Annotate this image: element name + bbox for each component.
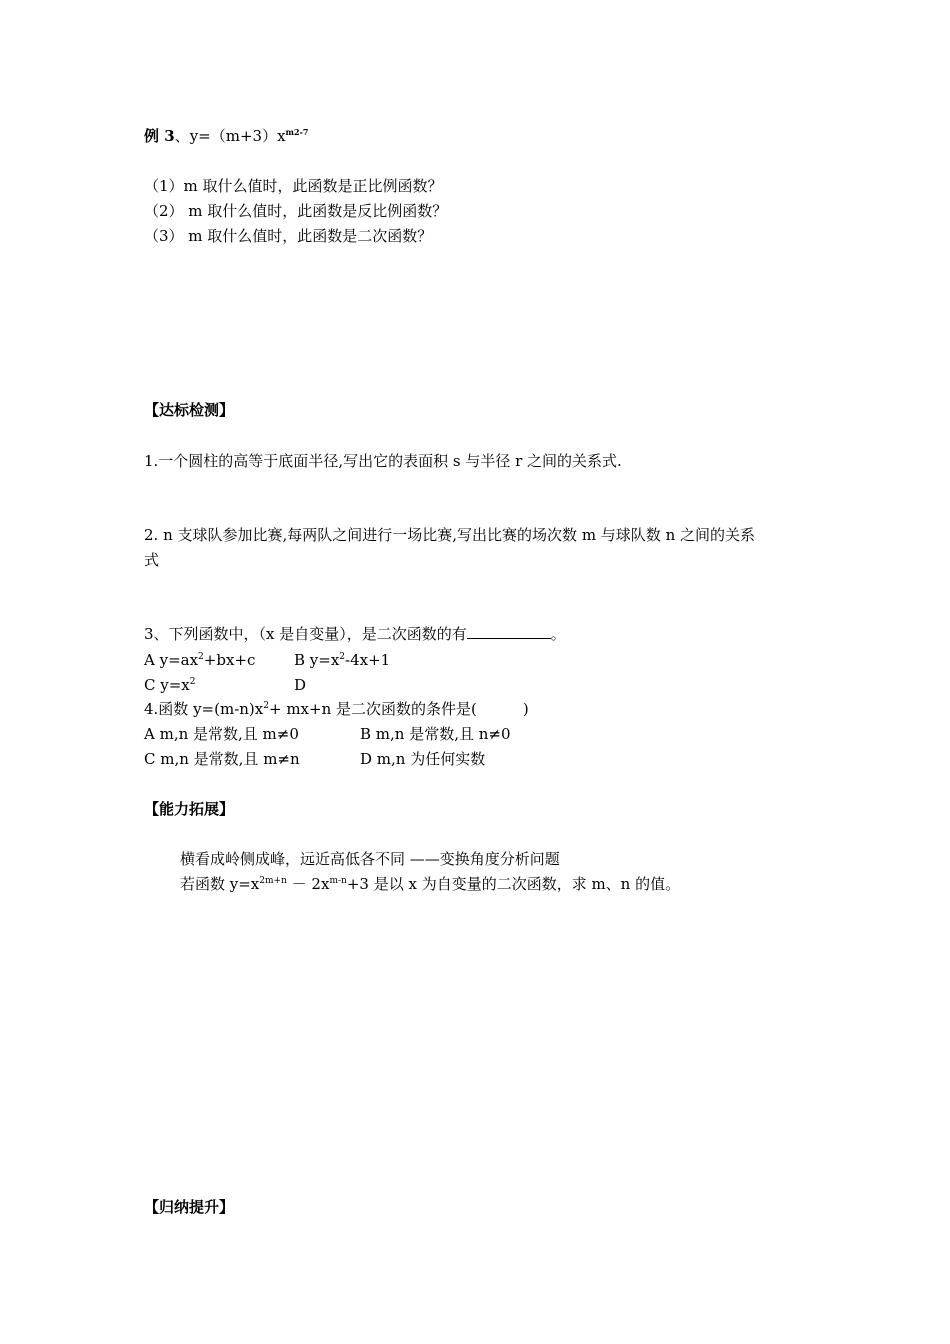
problem-3-option-C: C $y=x^2$ — [144, 676, 196, 694]
problem-4-option-B: B m,n 是常数,且 n≠0 — [360, 725, 511, 743]
summary-heading: 【归纳提升】 — [144, 1198, 235, 1216]
problem-3-stem-end: 。 — [550, 625, 566, 643]
example3-exponent: m2-7 — [285, 127, 309, 137]
problem-3-option-B: B $y=x^2-4x+1$ — [294, 651, 391, 669]
example3-question-3: （3） m 取什么值时，此函数是二次函数？ — [144, 227, 433, 245]
problem-4-option-D: D m,n 为任何实数 — [360, 750, 486, 768]
check-problem-1: 1.一个圆柱的高等于底面半径,写出它的表面积 s 与半径 r 之间的关系式. — [144, 452, 622, 470]
extend-heading: 【能力拓展】 — [144, 800, 235, 818]
extend-line-1: 横看成岭侧成峰，远近高低各不同 ——变换角度分析问题 — [180, 850, 560, 868]
example3-title — [144, 124, 308, 149]
check-problem-4-stem: 4.函数 $y=(m-n)x^2+ mx+n$ 是二次函数的条件是( ) — [144, 700, 529, 718]
answer-blank — [467, 624, 551, 639]
example3-formula: y=（m+3）x — [189, 127, 286, 145]
example3-label: 例 3 — [144, 127, 175, 145]
example3-question-2: （2） m 取什么值时，此函数是反比例函数？ — [144, 202, 448, 220]
example3-question-1: （1）m 取什么值时，此函数是正比例函数？ — [144, 177, 443, 195]
example3-separator: 、 — [174, 127, 190, 145]
problem-3-stem-text: 3、下列函数中，（x 是自变量），是二次函数的有 — [144, 625, 467, 643]
problem-3-option-D: D — [294, 676, 307, 694]
check-problem-3-stem — [144, 622, 566, 647]
extend-line-2: 若函数 $y=x^{2m+n} - 2x^{m-n}+3$ 是以 x 为自变量的二次函数，求 m、n 的值。 — [180, 875, 681, 893]
check-problem-2-line-1: 2. n 支球队参加比赛,每两队之间进行一场比赛,写出比赛的场次数 m 与球队数 n 之间的关系 — [144, 526, 756, 544]
problem-4-option-A: A m,n 是常数,且 m≠0 — [144, 725, 299, 743]
problem-4-option-C: C m,n 是常数,且 m≠n — [144, 750, 300, 768]
check-problem-2-line-2: 式 — [144, 551, 160, 569]
check-heading: 【达标检测】 — [144, 401, 235, 419]
problem-3-option-A: A $y=ax^2+bx+c$ — [144, 651, 256, 669]
